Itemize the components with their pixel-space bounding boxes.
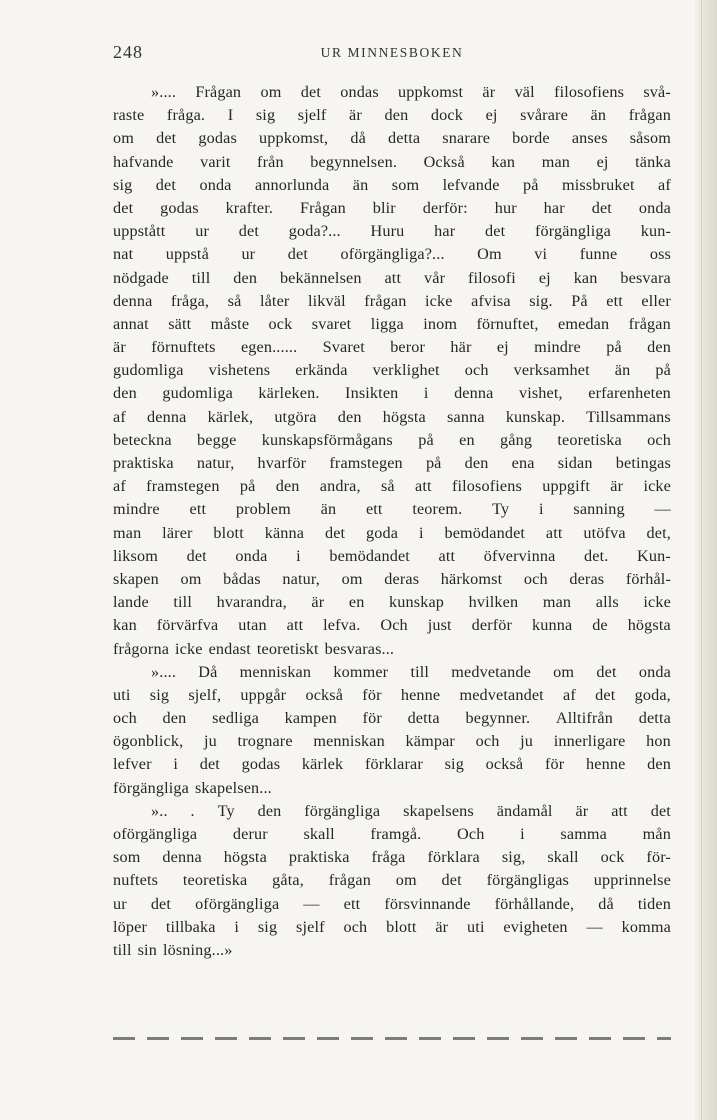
text-line: beteckna begge kunskapsförmågans på en gång teoretiska och: [113, 430, 671, 449]
text-line: nödgade till den bekännelsen att vår filosofi ej kan besvara: [113, 268, 671, 287]
footer-dashed-rule: [113, 1037, 671, 1040]
text-line: af denna kärlek, utgöra den högsta sanna kunskap. Tillsammans: [113, 407, 671, 426]
text-line: frågorna icke endast teoretiskt besvaras...: [113, 639, 395, 658]
text-line: denna fråga, så låter likväl frågan icke afvisa sig. På ett eller: [113, 291, 671, 310]
text-line: ».... Frågan om det ondas uppkomst är väl filosofiens svå-: [151, 83, 671, 101]
text-line: ur det oförgängliga — ett försvinnande förhållande, då tiden: [113, 894, 671, 913]
text-line: annat sätt måste ock svaret ligga inom förnuftet, emedan frågan: [113, 314, 671, 333]
text-line: gudomliga vishetens erkända verklighet och verksamhet än på: [113, 361, 671, 380]
text-line: uppstått ur det goda?... Huru har det förgängliga kun-: [113, 222, 671, 241]
text-line: af framstegen på den andra, så att filosofiens uppgift är icke: [113, 477, 671, 496]
text-line: löper tillbaka i sig sjelf och blott är uti evigheten — komma: [113, 917, 671, 936]
text-line: nuftets teoretiska gåta, frågan om det förgängligas upprinnelse: [113, 871, 671, 890]
text-line: skapen om bådas natur, om deras härkomst och deras förhål-: [113, 569, 671, 588]
text-line: den gudomliga kärleken. Insikten i denna vishet, erfarenheten: [113, 384, 671, 403]
text-line: ».. . Ty den förgängliga skapelsens ändamål är att det: [151, 801, 671, 820]
text-line: lande till hvarandra, är en kunskap hvilken man alls icke: [113, 593, 671, 612]
text-line: till sin lösning...»: [113, 940, 233, 959]
text-line: oförgängliga derur skall framgå. Och i samma mån: [113, 825, 671, 843]
text-line: man lärer blott känna det goda i bemödandet att utöfva det,: [113, 523, 671, 542]
page-number: 248: [113, 42, 143, 62]
page-header: [113, 42, 671, 66]
text-line: och den sedliga kampen för detta begynner. Alltifrån detta: [113, 709, 671, 728]
text-line: hafvande varit från begynnelsen. Också kan man ej tänka: [113, 152, 671, 171]
text-line: mindre ett problem än ett teorem. Ty i sanning —: [113, 500, 671, 519]
text-line: nat uppstå ur det oförgängliga?... Om vi funne oss: [113, 245, 671, 264]
body-text: [113, 81, 671, 962]
running-title: UR MINNESBOKEN: [320, 45, 464, 60]
text-line: det godas krafter. Frågan blir derför: hur har det onda: [113, 198, 671, 217]
text-line: om det godas uppkomst, då detta snarare borde anses såsom: [113, 129, 671, 148]
text-line: som denna högsta praktiska fråga förklara sig, skall ock för-: [113, 848, 671, 867]
text-line: kan förvärfva utan att lefva. Och just derför kunna de högsta: [113, 616, 671, 635]
text-line: sig det onda annorlunda än som lefvande på missbruket af: [113, 175, 671, 194]
page-edge: [695, 0, 717, 1120]
text-line: ».... Då menniskan kommer till medvetande om det onda: [151, 662, 671, 681]
text-line: lefver i det godas kärlek förklarar sig också för henne den: [113, 755, 671, 774]
text-line: förgängliga skapelsen...: [113, 778, 272, 797]
text-line: liksom det onda i bemödandet att öfvervinna det. Kun-: [113, 546, 671, 565]
text-line: är förnuftets egen...... Svaret beror här ej mindre på den: [113, 338, 671, 357]
text-line: raste fråga. I sig sjelf är den dock ej svårare än frågan: [113, 106, 671, 125]
text-line: uti sig sjelf, uppgår också för henne medvetandet af det goda,: [113, 685, 671, 704]
text-line: ögonblick, ju trognare menniskan kämpar och ju innerligare hon: [113, 732, 671, 751]
text-line: praktiska natur, hvarför framstegen på den ena sidan betingas: [113, 454, 671, 472]
